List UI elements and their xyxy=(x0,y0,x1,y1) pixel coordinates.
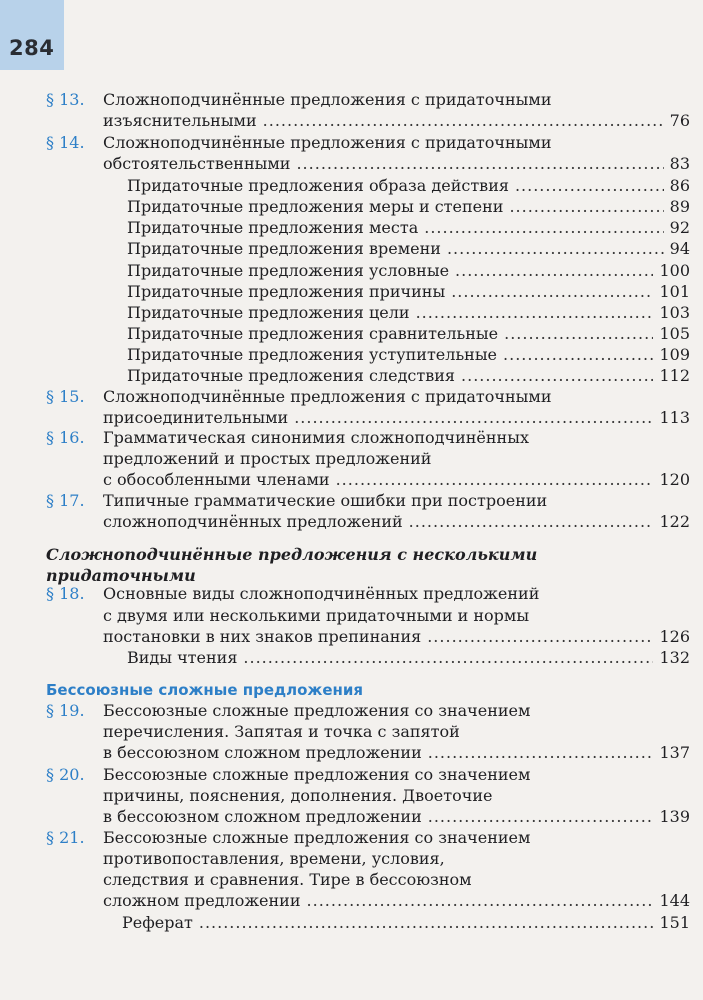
subsection-text: Придаточные предложения образа действия xyxy=(127,176,509,195)
entry-text: Сложноподчинённые предложения с придаточными xyxy=(103,133,552,152)
entry-20-line xyxy=(0,764,703,786)
entry-text: обстоятельственными xyxy=(103,154,291,173)
entry-text: следствия и сравнения. Тире в бессоюзном xyxy=(103,870,472,889)
page-ref: 126 xyxy=(659,627,690,646)
subsection-text: Придаточные предложения времени xyxy=(127,239,441,258)
page-ref: 122 xyxy=(659,512,690,531)
subsection-with-page xyxy=(127,647,690,669)
page-ref: 113 xyxy=(659,408,690,427)
leader-dots xyxy=(504,323,653,345)
subsection-line xyxy=(0,217,703,239)
subsection-line xyxy=(0,260,703,282)
page-number: 284 xyxy=(9,36,55,60)
section-number: § 14. xyxy=(46,133,85,152)
leader-dots xyxy=(199,912,654,934)
entry-text: Бессоюзные сложные предложения со значением xyxy=(103,828,531,847)
section-number: § 18. xyxy=(46,584,85,603)
page-ref: 83 xyxy=(669,154,690,173)
page-ref: 101 xyxy=(659,282,690,301)
leader-dots xyxy=(509,196,663,218)
page-ref: 132 xyxy=(659,648,690,667)
entry-text: противопоставления, времени, условия, xyxy=(103,849,445,868)
entry-18-line xyxy=(0,626,703,648)
subsection-line xyxy=(0,281,703,303)
page-ref: 76 xyxy=(669,111,690,130)
part-heading-asyndetic: Бессоюзные сложные предложения xyxy=(46,681,364,699)
entry-14-line xyxy=(0,153,703,175)
part-heading-multiple-clauses: придаточными xyxy=(46,566,196,585)
subsection-text: Реферат xyxy=(122,913,193,932)
entry-with-page xyxy=(103,153,690,175)
subsection-with-page xyxy=(127,344,690,366)
entry-with-page xyxy=(103,742,690,764)
entry-19-line xyxy=(0,700,703,722)
entry-21-line xyxy=(0,869,703,891)
leader-dots xyxy=(243,647,653,669)
subsection-text: Придаточные предложения цели xyxy=(127,303,410,322)
page-ref: 105 xyxy=(659,324,690,343)
page-ref: 89 xyxy=(669,197,690,216)
entry-with-page xyxy=(103,806,690,828)
subsection-line xyxy=(0,344,703,366)
subsection-with-page xyxy=(127,238,690,260)
leader-dots xyxy=(424,217,663,239)
subsection-text: Придаточные предложения следствия xyxy=(127,366,456,385)
leader-dots xyxy=(409,511,654,533)
page-ref: 109 xyxy=(659,345,690,364)
subsection-with-page xyxy=(122,912,690,934)
leader-dots xyxy=(427,626,653,648)
entry-with-page xyxy=(103,110,690,132)
subsection-line xyxy=(0,912,703,934)
entry-21-line xyxy=(0,890,703,912)
entry-16-line xyxy=(0,427,703,449)
leader-dots xyxy=(428,742,654,764)
entry-21-line xyxy=(0,827,703,849)
entry-text: сложном предложении xyxy=(103,891,301,910)
subsection-text: Придаточные предложения условные xyxy=(127,261,450,280)
entry-text: перечисления. Запятая и точка с запятой xyxy=(103,722,460,741)
section-number: § 16. xyxy=(46,428,85,447)
subsection-text: Придаточные предложения уступительные xyxy=(127,345,498,364)
subsection-line xyxy=(0,175,703,197)
entry-15-line xyxy=(0,407,703,429)
section-number: § 15. xyxy=(46,387,85,406)
entry-18-line xyxy=(0,605,703,627)
entry-text: Грамматическая синонимия сложноподчинённых xyxy=(103,428,529,447)
leader-dots xyxy=(416,302,654,324)
page-ref: 144 xyxy=(659,891,690,910)
entry-14-line xyxy=(0,132,703,154)
subsection-text: Придаточные предложения меры и степени xyxy=(127,197,504,216)
entry-with-page xyxy=(103,407,690,429)
entry-with-page xyxy=(103,511,690,533)
entry-17-line xyxy=(0,511,703,533)
page-ref: 139 xyxy=(659,807,690,826)
section-number: § 19. xyxy=(46,701,85,720)
subsection-with-page xyxy=(127,260,690,282)
entry-text: Сложноподчинённые предложения с придаточными xyxy=(103,387,552,406)
subsection-line xyxy=(0,323,703,345)
leader-dots xyxy=(263,110,664,132)
entry-16-line xyxy=(0,448,703,470)
page-ref: 151 xyxy=(659,913,690,932)
leader-dots xyxy=(336,469,654,491)
entry-text: Бессоюзные сложные предложения со значением xyxy=(103,765,531,784)
subsection-line xyxy=(0,365,703,387)
section-number: § 13. xyxy=(46,90,85,109)
subsection-text: Придаточные предложения сравнительные xyxy=(127,324,499,343)
subsection-with-page xyxy=(127,302,690,324)
subsection-with-page xyxy=(127,365,690,387)
entry-21-line xyxy=(0,848,703,870)
entry-text: предложений и простых предложений xyxy=(103,449,432,468)
entry-17-line xyxy=(0,490,703,512)
subsection-line xyxy=(0,302,703,324)
entry-text: Типичные грамматические ошибки при построении xyxy=(103,491,548,510)
page-ref: 103 xyxy=(659,303,690,322)
entry-text: Основные виды сложноподчинённых предложений xyxy=(103,584,540,603)
entry-18-line xyxy=(0,583,703,605)
subsection-text: Виды чтения xyxy=(127,648,238,667)
entry-text: Сложноподчинённые предложения с придаточными xyxy=(103,90,552,109)
section-number: § 17. xyxy=(46,491,85,510)
entry-19-line xyxy=(0,742,703,764)
leader-dots xyxy=(451,281,653,303)
leader-dots xyxy=(455,260,653,282)
entry-20-line xyxy=(0,785,703,807)
leader-dots xyxy=(428,806,654,828)
entry-19-line xyxy=(0,721,703,743)
section-number: § 21. xyxy=(46,828,85,847)
entry-text: Бессоюзные сложные предложения со значением xyxy=(103,701,531,720)
part-heading-multiple-clauses: Сложноподчинённые предложения с несколькими xyxy=(46,545,538,564)
page-ref: 100 xyxy=(659,261,690,280)
entry-with-page xyxy=(103,469,690,491)
subsection-with-page xyxy=(127,175,690,197)
entry-16-line xyxy=(0,469,703,491)
subsection-text: Придаточные предложения места xyxy=(127,218,419,237)
section-number: § 20. xyxy=(46,765,85,784)
subsection-line xyxy=(0,196,703,218)
entry-with-page xyxy=(103,626,690,648)
subsection-with-page xyxy=(127,217,690,239)
leader-dots xyxy=(503,344,653,366)
leader-dots xyxy=(447,238,664,260)
page-ref: 92 xyxy=(669,218,690,237)
leader-dots xyxy=(515,175,664,197)
entry-text: в бессоюзном сложном предложении xyxy=(103,807,422,826)
subsection-line xyxy=(0,238,703,260)
page-ref: 120 xyxy=(659,470,690,489)
entry-13-line xyxy=(0,89,703,111)
entry-text: изъяснительными xyxy=(103,111,257,130)
subsection-text: Придаточные предложения причины xyxy=(127,282,446,301)
entry-text: причины, пояснения, дополнения. Двоеточие xyxy=(103,786,493,805)
entry-text: постановки в них знаков препинания xyxy=(103,627,422,646)
entry-text: с двумя или несколькими придаточными и нормы xyxy=(103,606,530,625)
page-ref: 112 xyxy=(659,366,690,385)
entry-text: с обособленными членами xyxy=(103,470,330,489)
entry-15-line xyxy=(0,386,703,408)
subsection-with-page xyxy=(127,323,690,345)
subsection-with-page xyxy=(127,196,690,218)
subsection-line xyxy=(0,647,703,669)
subsection-with-page xyxy=(127,281,690,303)
leader-dots xyxy=(307,890,654,912)
entry-with-page xyxy=(103,890,690,912)
entry-13-line xyxy=(0,110,703,132)
leader-dots xyxy=(296,153,663,175)
leader-dots xyxy=(461,365,653,387)
page-ref: 137 xyxy=(659,743,690,762)
page-ref: 86 xyxy=(669,176,690,195)
entry-text: в бессоюзном сложном предложении xyxy=(103,743,422,762)
page-ref: 94 xyxy=(669,239,690,258)
entry-text: присоединительными xyxy=(103,408,289,427)
leader-dots xyxy=(294,407,653,429)
entry-20-line xyxy=(0,806,703,828)
entry-text: сложноподчинённых предложений xyxy=(103,512,403,531)
